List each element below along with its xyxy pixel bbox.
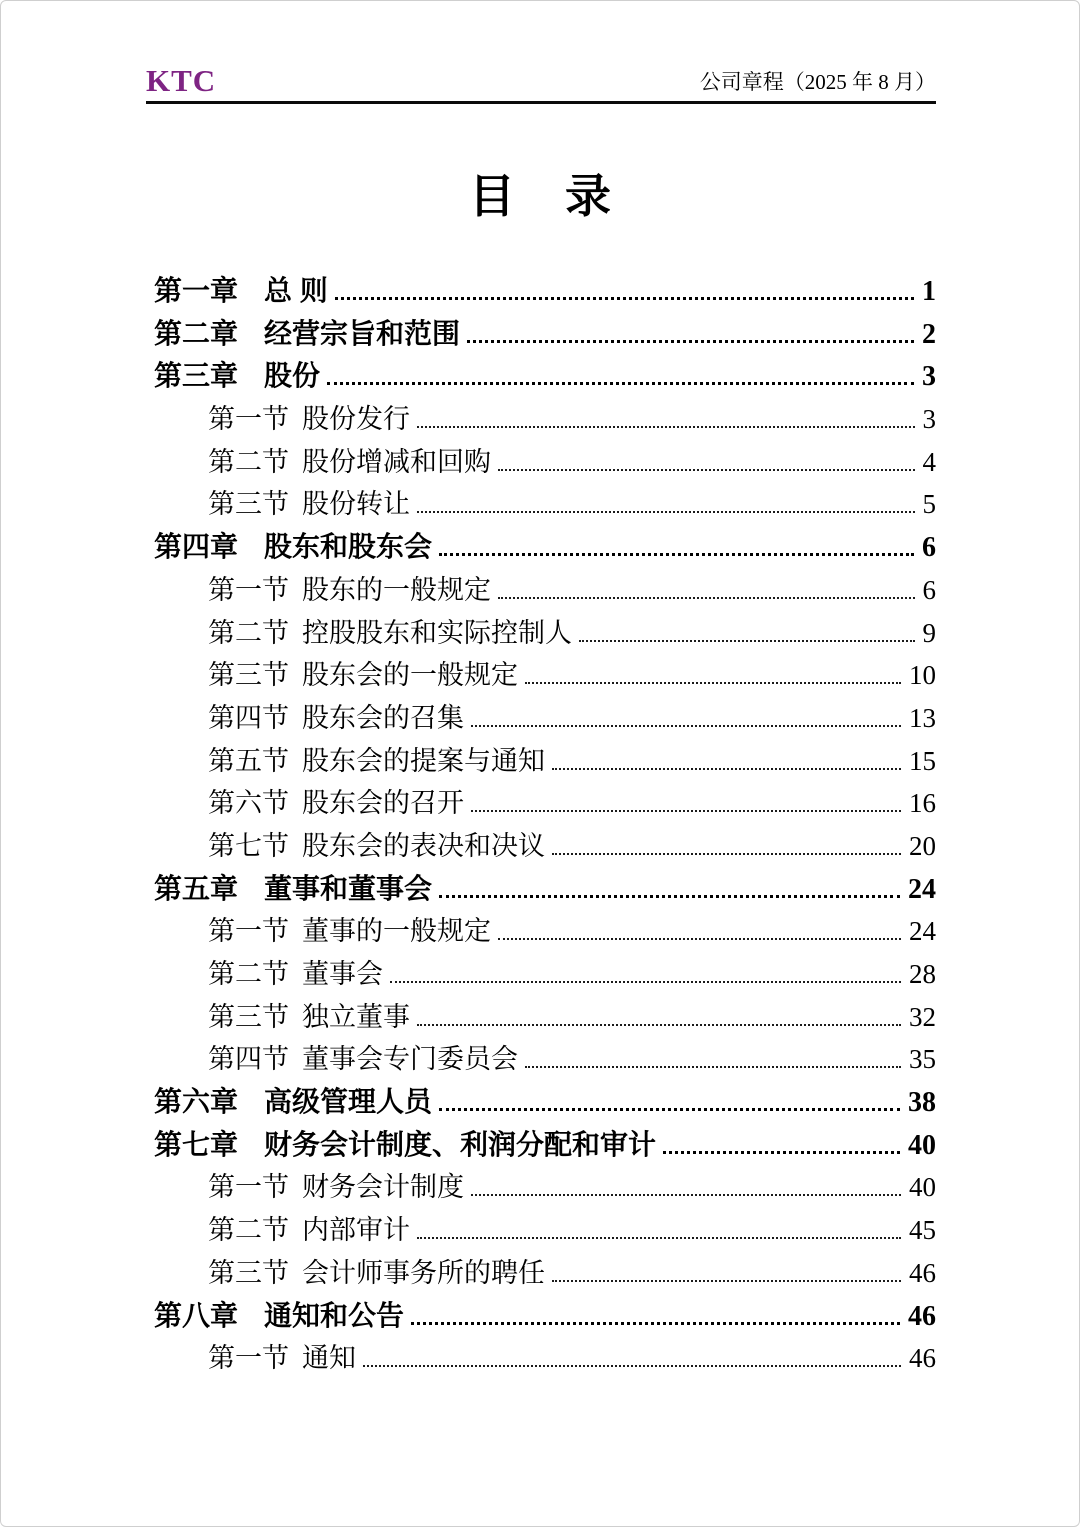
toc-entry-number: 第一节 — [208, 404, 289, 435]
toc-entry-page: 6 — [922, 532, 936, 564]
toc-entry-page: 40 — [908, 1129, 936, 1161]
toc-entry-number: 第二节 — [208, 617, 289, 648]
toc-entry-number: 第一节 — [208, 916, 289, 947]
page-title: 目 录 — [469, 170, 613, 222]
toc-entry-number: 第二章 — [154, 317, 239, 349]
toc-dot-leader — [663, 1151, 900, 1154]
toc-dot-leader — [411, 1322, 900, 1325]
toc-entry-title: 董事的一般规定 — [302, 916, 491, 947]
toc-entry-page: 13 — [909, 702, 936, 733]
toc-entry-title: 董事会专门委员会 — [302, 1044, 518, 1075]
toc-entry-page: 46 — [908, 1300, 936, 1332]
toc-entry-title: 股份 — [264, 360, 321, 392]
toc-entry-page: 4 — [922, 446, 936, 477]
toc-dot-leader — [552, 768, 901, 770]
toc-entry — [146, 654, 936, 697]
toc-entry-title: 董事会 — [302, 959, 383, 989]
toc-entry-number: 第二节 — [208, 446, 289, 477]
toc-entry — [146, 355, 936, 398]
toc-entry-number: 第六章 — [154, 1086, 239, 1118]
toc-entry-number: 第二节 — [208, 959, 289, 989]
toc-entry — [146, 441, 936, 484]
toc-entry — [146, 612, 936, 655]
toc-entry — [146, 1295, 936, 1338]
toc-dot-leader — [417, 1237, 901, 1239]
document-title-header: 公司章程（2025 年 8 月） — [699, 69, 936, 94]
toc-dot-leader — [471, 725, 901, 727]
toc-entry-title: 通知和公告 — [264, 1299, 405, 1331]
toc-dot-leader — [417, 1024, 901, 1026]
toc-dot-leader — [579, 640, 915, 642]
toc-entry — [146, 953, 936, 996]
toc-entry-title: 会计师事务所的聘任 — [302, 1257, 545, 1288]
toc-entry-number: 第八章 — [154, 1299, 239, 1331]
toc-entry-title: 股份增减和回购 — [302, 446, 491, 477]
toc-entry-page: 32 — [909, 1001, 936, 1032]
toc-entry-page: 24 — [909, 916, 936, 947]
toc-dot-leader — [390, 981, 901, 983]
toc-dot-leader — [417, 426, 915, 428]
toc-entry-title: 通知 — [302, 1343, 356, 1374]
toc-entry-title: 财务会计制度 — [302, 1172, 464, 1203]
toc-entry-page: 2 — [922, 318, 936, 350]
toc-entry-number: 第三节 — [208, 1257, 289, 1288]
toc-entry-number: 第六节 — [208, 788, 289, 819]
toc-dot-leader — [498, 597, 915, 599]
toc-entry — [146, 1124, 936, 1167]
toc-entry-number: 第一节 — [208, 1343, 289, 1374]
toc-entry — [146, 1337, 936, 1380]
page-header — [146, 1, 936, 104]
toc-entry-page: 15 — [909, 745, 936, 776]
toc-entry — [146, 1038, 936, 1081]
toc-entry-page: 1 — [922, 276, 936, 307]
toc-entry — [146, 1209, 936, 1252]
toc-dot-leader — [498, 469, 915, 471]
toc-entry — [146, 526, 936, 569]
toc-entry-title: 经营宗旨和范围 — [264, 317, 461, 349]
toc-entry-page: 5 — [922, 489, 936, 520]
toc-entry-number: 第三节 — [208, 489, 289, 520]
toc-entry-number: 第一节 — [208, 1172, 289, 1203]
toc-entry-title: 股东会的一般规定 — [302, 660, 518, 691]
toc-entry-title: 股东会的召集 — [302, 702, 464, 733]
toc-entry-number: 第一章 — [154, 275, 239, 306]
toc-dot-leader — [471, 810, 901, 812]
toc-entry — [146, 313, 936, 356]
toc-entry-page: 6 — [922, 574, 936, 605]
toc-entry-number: 第二节 — [208, 1215, 289, 1246]
toc-entry-title: 内部审计 — [302, 1215, 410, 1246]
toc-entry — [146, 996, 936, 1039]
table-of-contents — [146, 270, 936, 1380]
toc-entry-page: 28 — [909, 959, 936, 989]
toc-entry-page: 38 — [908, 1087, 936, 1119]
toc-entry-title: 股东和股东会 — [264, 531, 433, 563]
toc-dot-leader — [552, 1280, 901, 1282]
toc-entry-title: 独立董事 — [302, 1001, 410, 1032]
toc-entry-number: 第七节 — [208, 830, 289, 861]
toc-entry — [146, 270, 936, 313]
toc-entry-page: 40 — [909, 1172, 936, 1203]
toc-entry — [146, 483, 936, 526]
toc-dot-leader — [417, 511, 915, 513]
toc-entry-page: 20 — [909, 830, 936, 861]
toc-entry-title: 高级管理人员 — [264, 1086, 433, 1118]
toc-entry-title: 总 则 — [264, 275, 328, 306]
toc-entry-page: 46 — [909, 1257, 936, 1288]
toc-entry-number: 第三节 — [208, 1001, 289, 1032]
toc-entry-number: 第五章 — [154, 872, 239, 904]
toc-entry-number: 第五节 — [208, 745, 289, 776]
toc-entry-title: 董事和董事会 — [264, 872, 433, 904]
toc-entry-title: 股东会的提案与通知 — [302, 745, 545, 776]
toc-entry-page: 3 — [922, 361, 936, 393]
toc-entry-page: 24 — [908, 873, 936, 905]
toc-entry-title: 股东会的召开 — [302, 788, 464, 819]
toc-entry-title: 股份发行 — [302, 404, 410, 435]
toc-entry-title: 控股股东和实际控制人 — [302, 617, 572, 648]
toc-dot-leader — [439, 895, 900, 898]
toc-entry — [146, 398, 936, 441]
toc-entry — [146, 825, 936, 868]
toc-entry-page: 9 — [922, 617, 936, 648]
toc-entry-page: 16 — [909, 788, 936, 819]
toc-entry — [146, 1081, 936, 1124]
toc-entry-number: 第三节 — [208, 660, 289, 691]
toc-entry-number: 第七章 — [154, 1128, 239, 1160]
toc-dot-leader — [525, 682, 901, 684]
toc-entry-number: 第四节 — [208, 1044, 289, 1075]
toc-entry — [146, 697, 936, 740]
toc-entry-page: 45 — [909, 1215, 936, 1246]
toc-entry-title: 股份转让 — [302, 489, 410, 520]
toc-dot-leader — [439, 553, 914, 556]
toc-entry — [146, 868, 936, 911]
toc-entry-title: 股东会的表决和决议 — [302, 830, 545, 861]
toc-entry — [146, 1166, 936, 1209]
toc-entry-page: 35 — [909, 1044, 936, 1075]
toc-dot-leader — [498, 938, 901, 940]
toc-entry — [146, 569, 936, 612]
toc-dot-leader — [471, 1194, 901, 1196]
toc-dot-leader — [327, 382, 914, 385]
toc-entry-number: 第三章 — [154, 360, 239, 392]
company-logo: KTC — [146, 63, 217, 98]
toc-dot-leader — [525, 1066, 901, 1068]
toc-dot-leader — [335, 297, 914, 300]
toc-entry-page: 10 — [909, 660, 936, 691]
toc-entry-title: 股东的一般规定 — [302, 574, 491, 605]
toc-dot-leader — [552, 853, 901, 855]
toc-dot-leader — [363, 1365, 901, 1367]
toc-entry-number: 第四节 — [208, 702, 289, 733]
toc-entry-page: 46 — [909, 1343, 936, 1374]
toc-entry-page: 3 — [922, 404, 936, 435]
toc-dot-leader — [467, 340, 914, 343]
toc-entry — [146, 782, 936, 825]
toc-entry-number: 第四章 — [154, 531, 239, 563]
toc-entry — [146, 910, 936, 953]
toc-entry-number: 第一节 — [208, 574, 289, 605]
toc-dot-leader — [439, 1108, 900, 1111]
toc-entry-title: 财务会计制度、利润分配和审计 — [264, 1128, 657, 1160]
toc-entry — [146, 1252, 936, 1295]
toc-entry — [146, 740, 936, 783]
